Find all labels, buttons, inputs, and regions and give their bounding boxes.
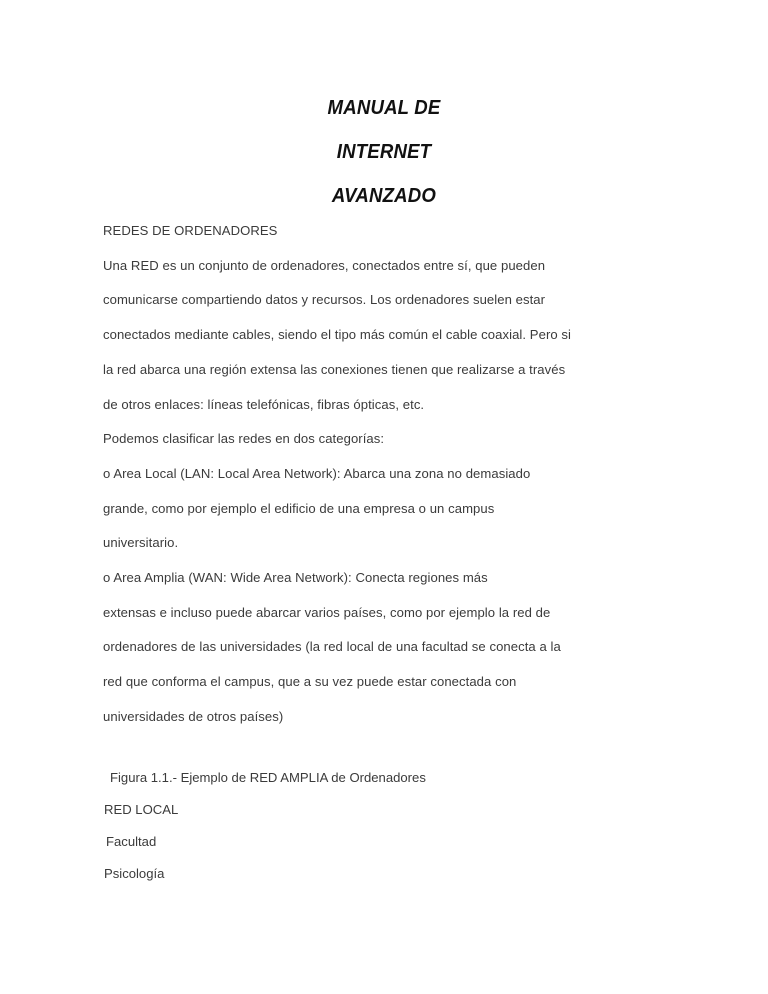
body-line: universitario. [103,535,179,551]
figure-caption: Figura 1.1.- Ejemplo de RED AMPLIA de Ordenadores [110,770,426,785]
body-line: la red abarca una región extensa las conexiones tienen que realizarse a través [103,361,566,377]
title-line-2: INTERNET [336,141,432,163]
figure-label-facultad: Facultad [106,834,157,849]
body-line: de otros enlaces: líneas telefónicas, fibras ópticas, etc. [103,396,425,412]
document-title [0,86,768,218]
body-line: Una RED es un conjunto de ordenadores, conectados entre sí, que pueden [103,257,546,273]
section-heading: REDES DE ORDENADORES [103,223,278,238]
body-line: grande, como por ejemplo el edificio de una empresa o un campus [103,500,495,516]
figure-caption-block [103,762,563,890]
title-line-3: AVANZADO [331,185,437,207]
bullet-line-lan: o Area Local (LAN: Local Area Network): Abarca una zona no demasiado [103,465,531,481]
figure-label-psicologia: Psicología [104,866,165,881]
title-line-1: MANUAL DE [327,97,441,119]
body-line: red que conforma el campus, que a su vez puede estar conectada con [103,674,517,690]
figure-image-placeholder [103,700,563,756]
body-line: extensas e incluso puede abarcar varios países, como por ejemplo la red de [103,604,551,620]
body-line: Podemos clasificar las redes en dos categorías: [103,431,385,447]
body-text-column [103,214,572,735]
figure-label-red-local: RED LOCAL [104,802,179,817]
body-line: ordenadores de las universidades (la red local de una facultad se conecta a la [103,639,561,655]
body-line: conectados mediante cables, siendo el tipo más común el cable coaxial. Pero si [103,327,572,343]
body-line: comunicarse compartiendo datos y recursos. Los ordenadores suelen estar [103,292,546,308]
bullet-line-wan: o Area Amplia (WAN: Wide Area Network): Conecta regiones más [103,570,488,586]
body-line: universidades de otros países) [103,708,284,724]
